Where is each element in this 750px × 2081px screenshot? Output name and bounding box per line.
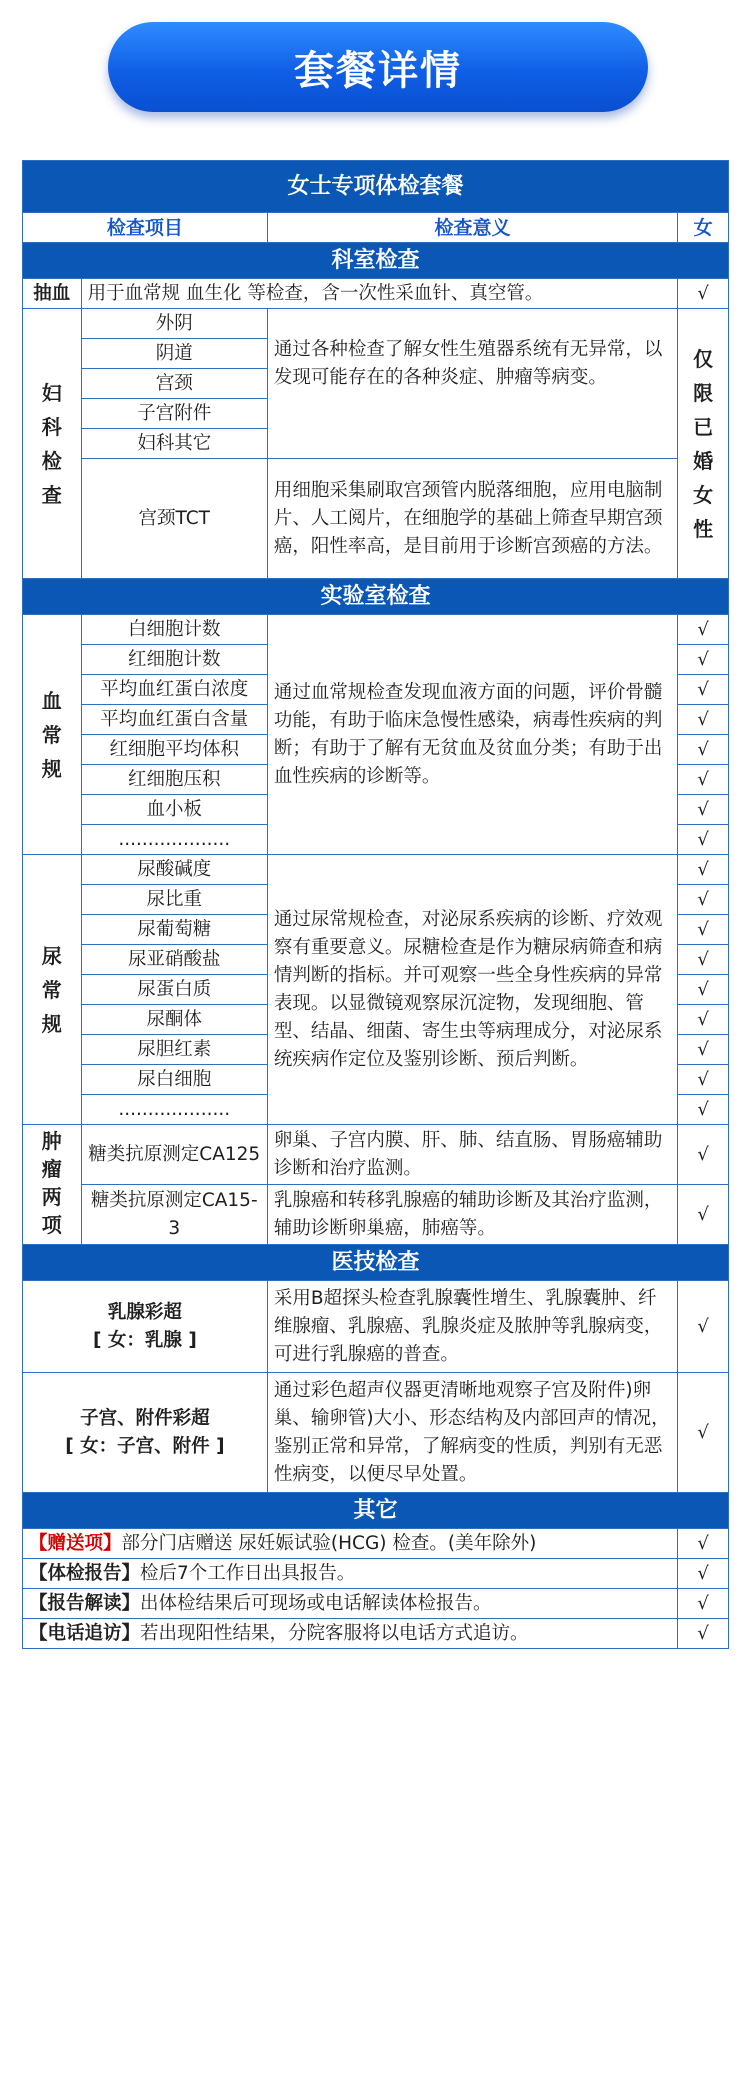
check-mark: √ xyxy=(678,765,729,795)
other-row xyxy=(23,1619,678,1649)
column-header-item: 检查项目 xyxy=(23,213,268,243)
gyn-note-text: 仅限已婚女性 xyxy=(693,346,714,541)
column-header-meaning: 检查意义 xyxy=(267,213,677,243)
other-text: 出体检结果后可现场或电话解读体检报告。 xyxy=(140,1592,492,1614)
section-lab: 实验室检查 xyxy=(23,579,729,615)
gyn-tct-label: 宫颈TCT xyxy=(81,459,267,579)
blood-routine-label xyxy=(23,615,82,855)
urine-routine-item: 尿胆红素 xyxy=(81,1035,267,1065)
check-mark: √ xyxy=(678,945,729,975)
section-medtech: 医技检查 xyxy=(23,1245,729,1281)
tumor-group-text: 肿瘤两项 xyxy=(41,1129,62,1237)
check-mark: √ xyxy=(678,1281,729,1373)
breast-us-scope: [ 女：乳腺 ] xyxy=(93,1329,197,1351)
other-label-gift: 【赠送项】 xyxy=(29,1532,122,1554)
column-header-female: 女 xyxy=(678,213,729,243)
gyn-item: 阴道 xyxy=(81,339,267,369)
other-label: 【报告解读】 xyxy=(29,1592,141,1614)
check-mark: √ xyxy=(678,705,729,735)
check-mark: √ xyxy=(678,795,729,825)
check-mark: √ xyxy=(678,975,729,1005)
uterus-us-label xyxy=(23,1373,268,1493)
check-mark: √ xyxy=(678,1373,729,1493)
urine-routine-item: 尿酸碱度 xyxy=(81,855,267,885)
check-mark: √ xyxy=(678,855,729,885)
gyn-tct-desc: 用细胞采集刷取宫颈管内脱落细胞，应用电脑制片、人工阅片，在细胞学的基础上筛查早期宫颈癌，阳性率高，是目前用于诊断宫颈癌的方法。 xyxy=(267,459,677,579)
urine-routine-item: ................... xyxy=(81,1095,267,1125)
blood-routine-item: 红细胞计数 xyxy=(81,645,267,675)
check-mark: √ xyxy=(678,279,729,309)
uterus-us-name: 子宫、附件彩超 xyxy=(80,1407,210,1429)
gyn-item: 外阴 xyxy=(81,309,267,339)
breast-us-desc: 采用B超探头检查乳腺囊性增生、乳腺囊肿、纤维腺瘤、乳腺癌、乳腺炎症及脓肿等乳腺病变，可进行乳腺癌的普查。 xyxy=(267,1281,677,1373)
breast-us-label xyxy=(23,1281,268,1373)
blood-routine-desc: 通过血常规检查发现血液方面的问题，评价骨髓功能，有助于临床急慢性感染，病毒性疾病的判断；有助于了解有无贫血及贫血分类；有助于出血性疾病的诊断等。 xyxy=(267,615,677,855)
urine-routine-item: 尿比重 xyxy=(81,885,267,915)
other-text: 若出现阳性结果，分院客服将以电话方式追访。 xyxy=(140,1622,529,1644)
blood-routine-item: 红细胞平均体积 xyxy=(81,735,267,765)
blood-routine-item: 红细胞压积 xyxy=(81,765,267,795)
urine-routine-item: 尿白细胞 xyxy=(81,1065,267,1095)
uterus-us-scope: [ 女：子宫、附件 ] xyxy=(65,1435,225,1457)
urine-routine-item: 尿酮体 xyxy=(81,1005,267,1035)
check-mark: √ xyxy=(678,1185,729,1245)
check-mark: √ xyxy=(678,675,729,705)
urine-routine-text: 尿常规 xyxy=(41,943,62,1036)
urine-routine-item: 尿亚硝酸盐 xyxy=(81,945,267,975)
check-mark: √ xyxy=(678,915,729,945)
check-mark: √ xyxy=(678,825,729,855)
blood-routine-item: 血小板 xyxy=(81,795,267,825)
check-mark: √ xyxy=(678,1529,729,1559)
blood-routine-item: 白细胞计数 xyxy=(81,615,267,645)
other-label: 【电话追访】 xyxy=(29,1622,141,1644)
gyn-item: 子宫附件 xyxy=(81,399,267,429)
other-label: 【体检报告】 xyxy=(29,1562,141,1584)
check-mark: √ xyxy=(678,1559,729,1589)
blood-routine-text: 血常规 xyxy=(41,688,62,781)
tumor-group-label xyxy=(23,1125,82,1245)
other-text: 检后7个工作日出具报告。 xyxy=(140,1562,356,1584)
check-mark: √ xyxy=(678,885,729,915)
check-mark: √ xyxy=(678,735,729,765)
package-table xyxy=(22,160,729,1649)
gyn-note xyxy=(678,309,729,579)
tumor-item-name: 糖类抗原测定CA15-3 xyxy=(81,1185,267,1245)
gyn-item: 妇科其它 xyxy=(81,429,267,459)
blood-routine-item: 平均血红蛋白含量 xyxy=(81,705,267,735)
check-mark: √ xyxy=(678,1095,729,1125)
tumor-item-name: 糖类抗原测定CA125 xyxy=(81,1125,267,1185)
check-mark: √ xyxy=(678,645,729,675)
urine-routine-label xyxy=(23,855,82,1125)
check-mark: √ xyxy=(678,1125,729,1185)
gyn-group-label xyxy=(23,309,82,579)
check-mark: √ xyxy=(678,615,729,645)
other-row xyxy=(23,1559,678,1589)
section-other: 其它 xyxy=(23,1493,729,1529)
gyn-desc-text: 通过各种检查了解女性生殖器系统有无异常，以发现可能存在的各种炎症、肿瘤等病变。 xyxy=(273,338,663,388)
uterus-us-desc: 通过彩色超声仪器更清晰地观察子宫及附件)卵巢、输卵管)大小、形态结构及内部回声的情况，鉴别正常和异常，了解病变的性质，判别有无恶性病变，以便尽早处置。 xyxy=(267,1373,677,1493)
other-row xyxy=(23,1529,678,1559)
gyn-group-text: 妇科检查 xyxy=(41,380,62,507)
blood-routine-item: ................... xyxy=(81,825,267,855)
gyn-desc xyxy=(267,309,677,459)
breast-us-name: 乳腺彩超 xyxy=(107,1301,182,1323)
package-title: 女士专项体检套餐 xyxy=(23,161,729,213)
urine-routine-item: 尿蛋白质 xyxy=(81,975,267,1005)
tumor-item-desc: 卵巢、子宫内膜、肝、肺、结直肠、胃肠癌辅助诊断和治疗监测。 xyxy=(267,1125,677,1185)
section-dept: 科室检查 xyxy=(23,243,729,279)
tumor-item-desc: 乳腺癌和转移乳腺癌的辅助诊断及其治疗监测，辅助诊断卵巢癌，肺癌等。 xyxy=(267,1185,677,1245)
other-text: 部分门店赠送 尿妊娠试验(HCG) 检查。(美年除外) xyxy=(121,1532,537,1554)
check-mark: √ xyxy=(678,1035,729,1065)
check-mark: √ xyxy=(678,1065,729,1095)
check-mark: √ xyxy=(678,1005,729,1035)
urine-routine-item: 尿葡萄糖 xyxy=(81,915,267,945)
urine-routine-desc: 通过尿常规检查，对泌尿系疾病的诊断、疗效观察有重要意义。尿糖检查是作为糖尿病筛查和病情判断的指标。并可观察一些全身性疾病的异常表现。以显微镜观察尿沉淀物，发现细胞、管型、结晶、细菌、寄生虫等病理成分，对泌尿系统疾病作定位及鉴别诊断、预后判断。 xyxy=(267,855,677,1125)
blood-draw-desc: 用于血常规 血生化 等检查，含一次性采血针、真空管。 xyxy=(81,279,678,309)
page-title: 套餐详情 xyxy=(108,22,648,112)
check-mark: √ xyxy=(678,1589,729,1619)
gyn-item: 宫颈 xyxy=(81,369,267,399)
other-row xyxy=(23,1589,678,1619)
check-mark: √ xyxy=(678,1619,729,1649)
blood-routine-item: 平均血红蛋白浓度 xyxy=(81,675,267,705)
blood-draw-label: 抽血 xyxy=(23,279,82,309)
